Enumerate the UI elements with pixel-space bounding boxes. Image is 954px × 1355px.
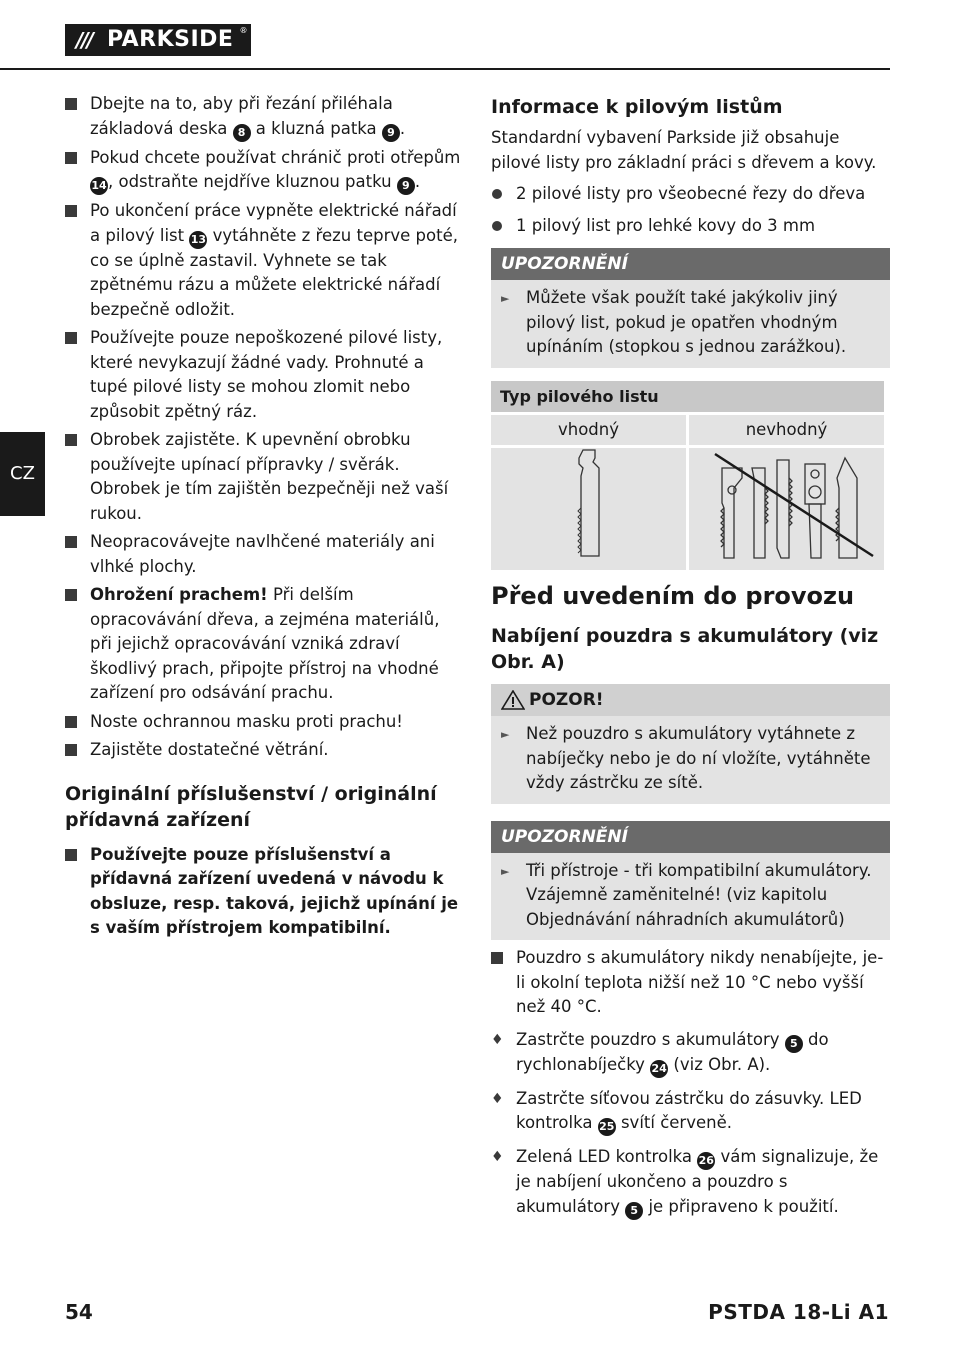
list-item-text: [90, 148, 460, 192]
t-shank-blade-icon: [559, 448, 619, 563]
part-number-badge: 5: [625, 1202, 643, 1220]
main-heading: Před uvedením do provozu: [491, 582, 855, 610]
list-item: [65, 428, 465, 526]
notice-title: UPOZORNĚNÍ: [491, 821, 890, 853]
part-number-badge: 13: [189, 231, 207, 249]
diamond-bullet-icon: ♦: [491, 1090, 504, 1107]
list-item-text: [90, 740, 329, 759]
page-number: 54: [65, 1300, 93, 1324]
parkside-logo: [65, 24, 251, 56]
text-run: Zelená LED kontrolka: [516, 1147, 698, 1166]
info-text: Standardní vybavení Parkside již obsahuje pilové listy pro základní práci s dřevem a kovy.: [491, 128, 877, 172]
square-bullet-icon: [65, 589, 77, 601]
text-run: Obrobek zajistěte. K upevnění obrobku používejte upínací přípravky / svěrák. Obrobek je tím zajištěn bezpečněji než vaší rukou.: [90, 430, 449, 523]
charging-heading: Nabíjení pouzdra s akumulátory (viz Obr. A): [491, 625, 879, 673]
list-item: [491, 1145, 890, 1220]
text-run: Při delším opracovávání dřeva, a zejména materiálů, při jejichž opracovávání vzniká zdraví škodlivý prach, připojte přístroj na vhodné zařízení pro odsávání prachu.: [90, 585, 440, 702]
text-run: Zastrčte síťovou zástrčku do zásuvky. LED kontrolka: [516, 1088, 862, 1132]
warning-title-text: POZOR!: [529, 690, 604, 710]
blade-col-suitable: vhodný: [491, 415, 686, 445]
model-name: PSTDA 18-Li A1: [708, 1300, 889, 1324]
part-number-badge: 26: [697, 1152, 715, 1170]
notice-box: [491, 248, 890, 368]
text-run: , odstraňte nejdříve kluznou patku: [108, 172, 397, 191]
list-item-text: 1 pilový list pro lehké kovy do 3 mm: [516, 215, 816, 235]
dot-bullet-icon: [492, 189, 502, 199]
list-item: [65, 92, 465, 142]
logo-registered-mark: ®: [239, 26, 248, 35]
text-run: Dbejte na to, aby při řezání přiléhala základová deska: [90, 94, 393, 138]
list-item-text: [90, 430, 448, 523]
text-run: Noste ochrannou masku proti prachu!: [90, 711, 403, 731]
warning-text: Než pouzdro s akumulátory vytáhnete z nabíječky nebo je do ní vložíte, vytáhněte vždy zástrčku ze sítě.: [526, 724, 871, 792]
list-item-text: [516, 1147, 878, 1216]
warning-body: [491, 716, 890, 804]
list-item: [65, 843, 465, 941]
part-number-badge: 9: [382, 124, 400, 142]
page-header: [0, 0, 890, 70]
left-column: [65, 92, 465, 945]
warning-triangle-icon: [501, 690, 525, 710]
text-run: a kluzná patka: [250, 118, 382, 138]
crossed-out-blades-icon: [697, 448, 877, 563]
list-item: [65, 146, 465, 196]
list-item: [491, 1087, 890, 1137]
text-run: je připraveno k použití.: [643, 1196, 839, 1216]
right-column: [491, 92, 890, 1229]
notice-body: [491, 853, 890, 941]
bold-lead: Ohrožení prachem!: [90, 585, 268, 604]
list-item-text: [90, 201, 458, 319]
accessories-heading: Originální příslušenství / originální přídavná zařízení: [65, 782, 437, 831]
text-run: svítí červeně.: [615, 1113, 732, 1132]
blade-col-unsuitable: nevhodný: [689, 415, 884, 445]
text-run: vám signalizuje, že je nabíjení ukončeno a pouzdro s akumulátory: [516, 1147, 879, 1216]
suitable-blade-figure: [491, 448, 686, 571]
list-item-text: 2 pilové listy pro všeobecné řezy do dřeva: [516, 184, 866, 203]
accessories-bullet-text: Používejte pouze příslušenství a přídavná zařízení uvedená v návodu k obsluze, resp. taková, jejichž upínání je s vaším přístrojem kompatibilní.: [90, 844, 459, 937]
notice-text: Můžete však použít také jakýkoliv jiný pilový list, pokud je opatřen vhodným upínáním (stopkou s jednou zarážkou).: [526, 288, 847, 356]
logo-brand: PARKSIDE: [107, 27, 234, 52]
list-item-text: [90, 712, 403, 731]
text-run: Zastrčte pouzdro s akumulátory: [516, 1029, 785, 1049]
square-bullet-icon: [65, 744, 77, 756]
text-run: Neopracovávejte navlhčené materiály ani vlhké plochy.: [90, 532, 435, 576]
text-run: Pokud chcete používat chránič proti otřepům: [90, 147, 461, 167]
list-item: [491, 182, 890, 207]
list-item: [65, 710, 465, 735]
square-bullet-icon: [491, 952, 503, 964]
square-bullet-icon: [65, 205, 77, 217]
square-bullet-icon: [65, 536, 77, 548]
text-run: (viz Obr. A).: [668, 1054, 771, 1074]
diamond-bullet-icon: ♦: [491, 1149, 504, 1165]
square-bullet-icon: [65, 849, 77, 861]
list-item-text: [516, 1089, 862, 1133]
diamond-bullet-icon: ♦: [491, 1031, 504, 1048]
list-item-text: [90, 328, 442, 421]
text-run: do rychlonabíječky: [516, 1029, 829, 1074]
list-item-text: [90, 585, 439, 702]
left-bullet-list: [65, 92, 465, 763]
part-number-badge: 9: [397, 177, 415, 195]
list-item-text: Pouzdro s akumulátory nikdy nenabíjejte, je-li okolní teplota nižší než 10 °C nebo vyšší než 40 °C.: [516, 948, 884, 1016]
square-bullet-icon: [65, 98, 77, 110]
notice-title: UPOZORNĚNÍ: [491, 248, 890, 280]
warning-title: [491, 684, 890, 716]
list-item: [491, 1028, 890, 1078]
notice-box: [491, 821, 890, 941]
part-number-badge: 14: [90, 177, 108, 195]
list-item: [65, 530, 465, 579]
language-tab: CZ: [0, 432, 45, 516]
text-run: vytáhněte z řezu teprve poté, co se úplně zastavil. Vyhnete se tak zpětnému rázu a můžete elektrické nářadí bezpečně odložit.: [90, 225, 458, 319]
logo-slashes-icon: ///: [67, 26, 101, 54]
info-heading: Informace k pilovým listům: [491, 96, 783, 118]
warning-box: [491, 684, 890, 804]
list-item-text: [516, 1030, 829, 1074]
triangle-right-icon: ►: [501, 728, 510, 741]
triangle-right-icon: ►: [501, 292, 510, 305]
list-item: [491, 946, 890, 1020]
unsuitable-blades-figure: [689, 448, 884, 571]
square-bullet-icon: [65, 332, 77, 344]
step-list: [491, 1028, 890, 1220]
text-run: Používejte pouze nepoškozené pilové listy, které nevykazují žádné vady. Prohnuté a tupé pilové listy se mohou zlomit nebo způsobit zpětný ráz.: [90, 328, 443, 421]
text-run: .: [399, 118, 406, 138]
dot-bullet-icon: [492, 221, 502, 231]
part-number-badge: 25: [598, 1118, 616, 1136]
part-number-badge: 5: [785, 1035, 803, 1053]
text-run: Zajistěte dostatečné větrání.: [90, 740, 329, 759]
list-item: [65, 199, 465, 322]
blade-type-table: [488, 378, 887, 574]
list-item: [65, 738, 465, 763]
triangle-right-icon: ►: [501, 864, 510, 878]
list-item-text: [90, 94, 405, 138]
square-bullet-icon: [65, 716, 77, 728]
notice-text: Tři přístroje - tři kompatibilní akumulátory. Vzájemně zaměnitelné! (viz kapitolu Objednávání náhradních akumulátorů): [526, 860, 872, 929]
blade-table-title: Typ pilového listu: [491, 381, 884, 412]
square-bullet-icon: [65, 152, 77, 164]
text-run: Po ukončení práce vypněte elektrické nářadí a pilový list: [90, 201, 457, 245]
text-run: .: [414, 172, 421, 191]
list-item: [65, 326, 465, 424]
list-item-text: [90, 532, 435, 576]
list-item: [491, 214, 890, 239]
list-item: [65, 583, 465, 706]
square-bullet-icon: [65, 434, 77, 446]
notice-body: [491, 280, 890, 368]
part-number-badge: 8: [233, 124, 251, 142]
part-number-badge: 24: [650, 1060, 668, 1078]
